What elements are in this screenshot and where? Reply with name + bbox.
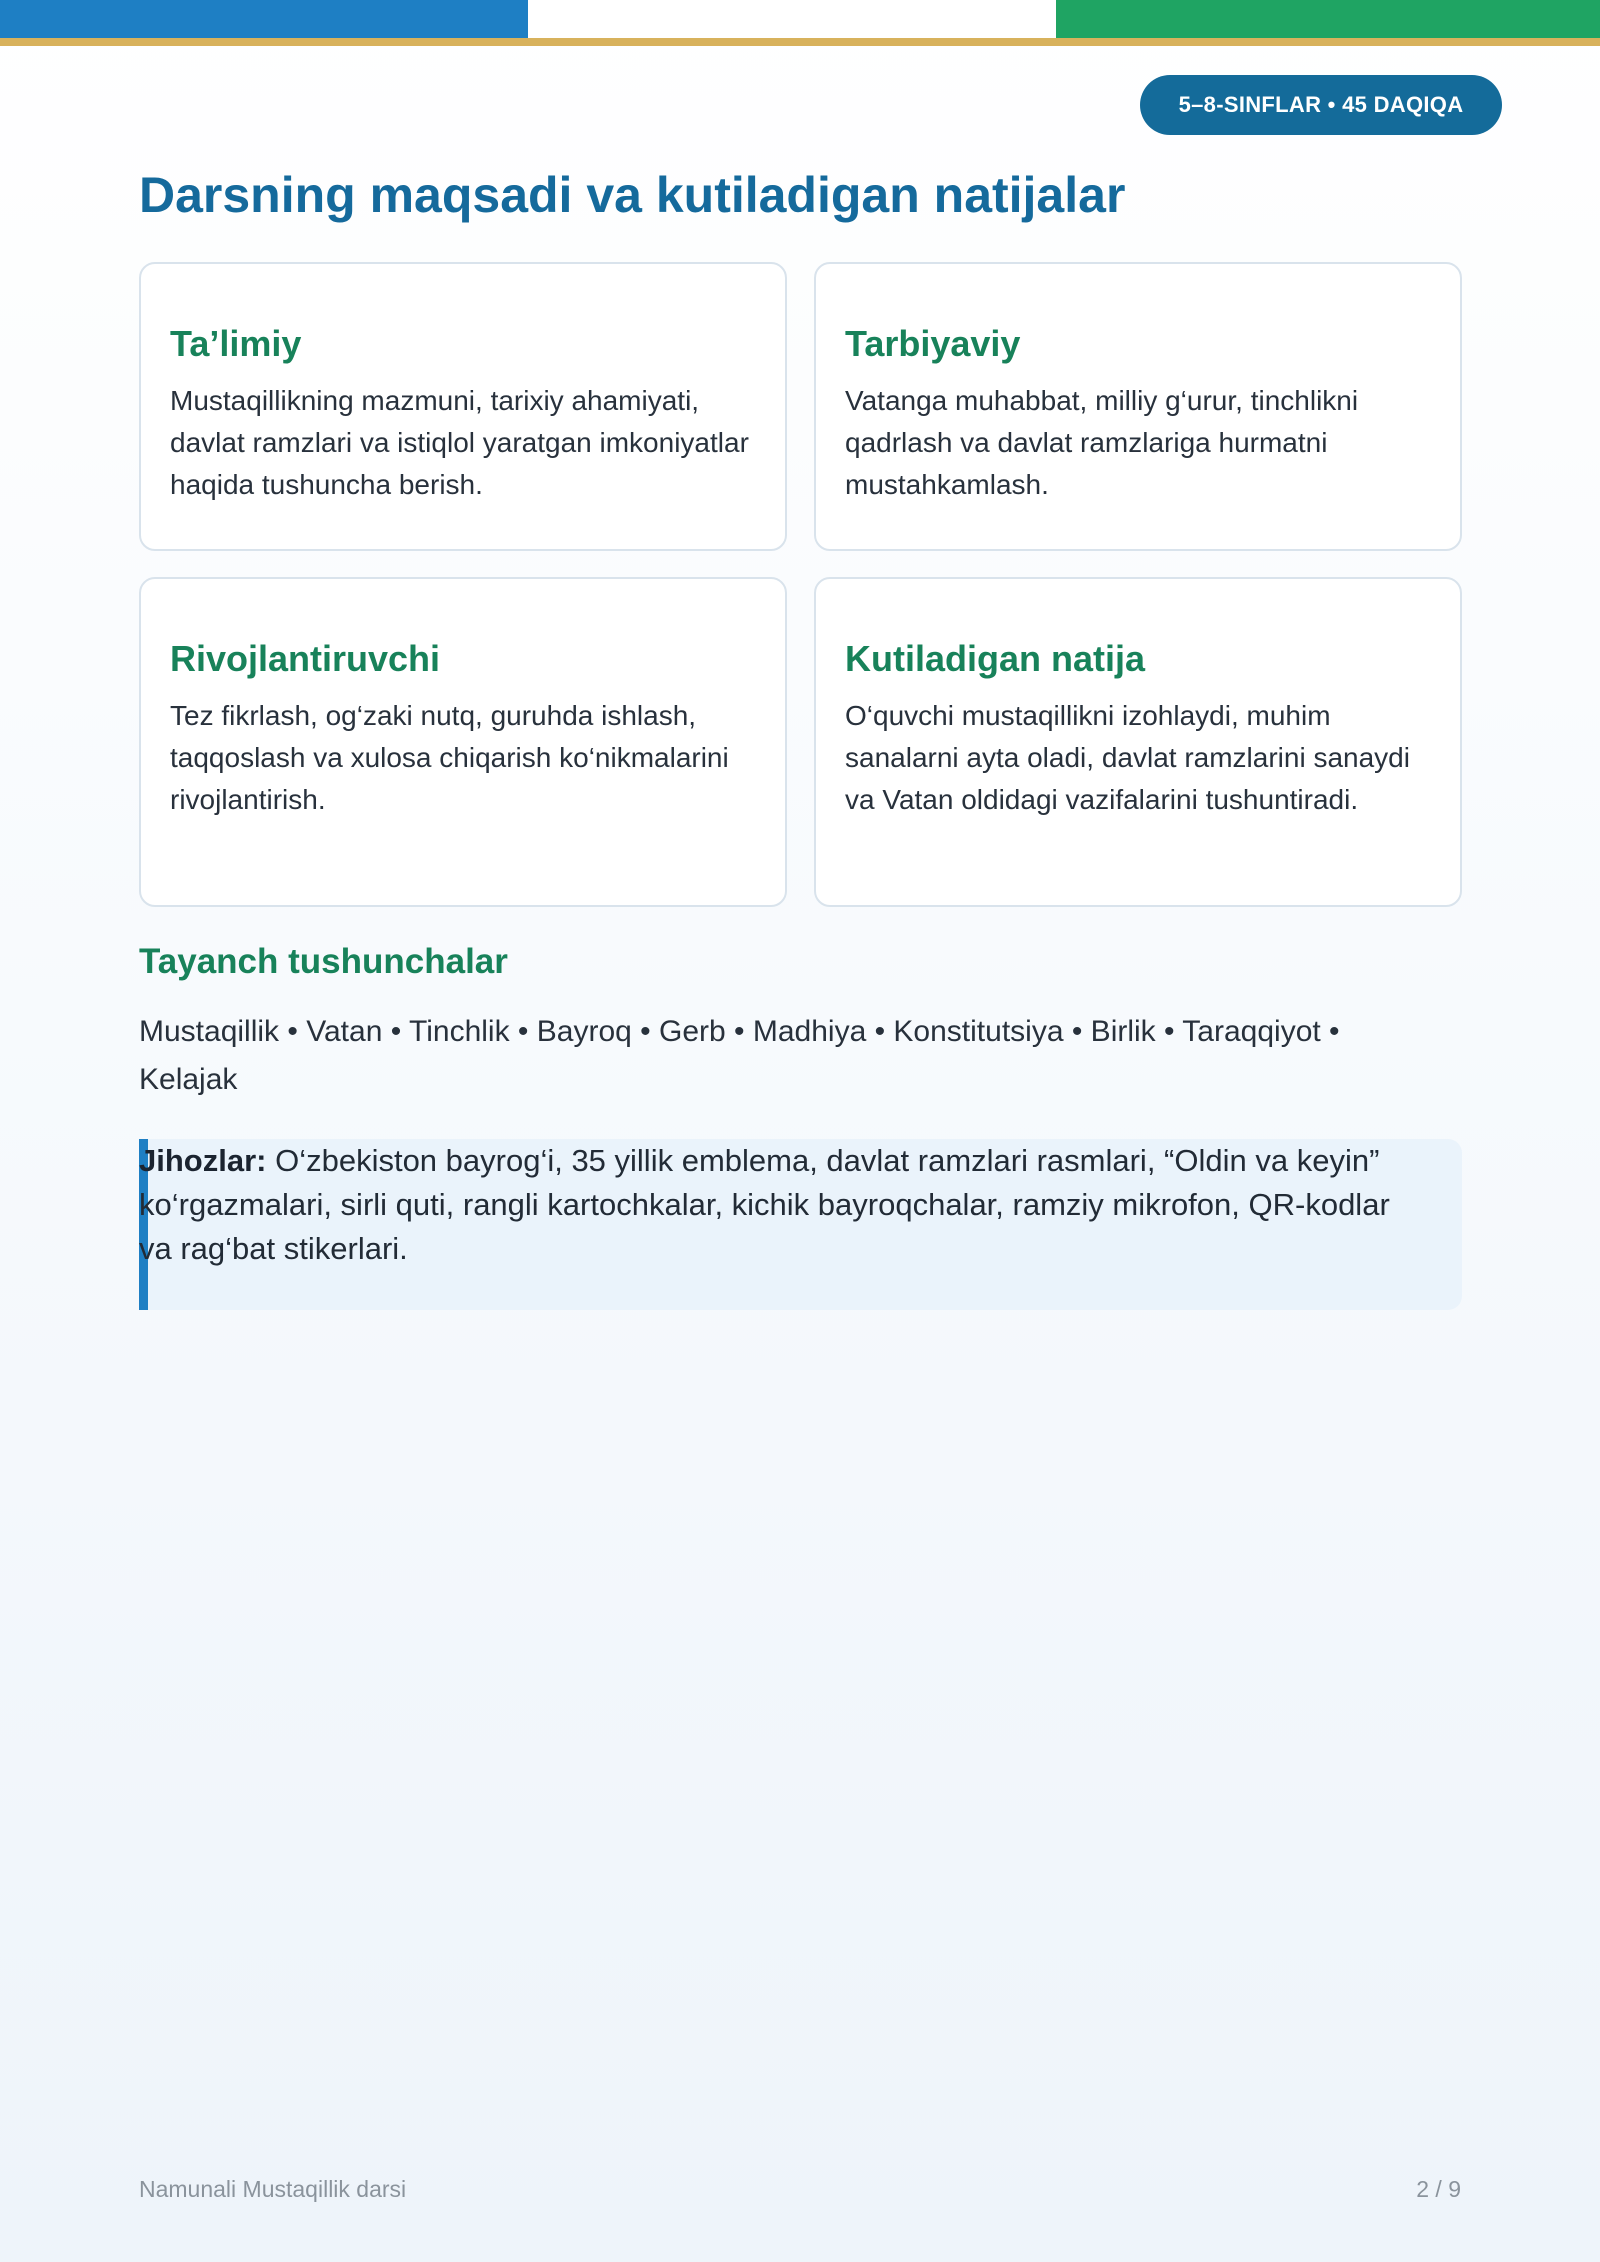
top-color-band: [0, 0, 1600, 48]
card-text: Tez fikrlash, og‘zaki nutq, guruhda ishlash, taqqoslash va xulosa chiqarish ko‘nikmalarini rivojlantirish.: [170, 700, 729, 815]
card-title: Rivojlantiruvchi: [170, 638, 441, 679]
footer-document-title: Namunali Mustaqillik darsi: [139, 2176, 407, 2202]
key-concepts-list: Mustaqillik • Vatan • Tinchlik • Bayroq • Gerb • Madhiya • Konstitutsiya • Birlik • Taraqqiyot • Kelajak: [139, 1015, 1340, 1096]
top-band-blue-segment: [0, 0, 528, 38]
key-concepts-heading: Tayanch tushunchalar: [139, 942, 508, 981]
top-band-green-segment: [1056, 0, 1600, 38]
objective-card-educational: [139, 262, 787, 551]
objective-card-upbringing: [814, 262, 1462, 551]
equipment-items: O‘zbekiston bayrog‘i, 35 yillik emblema, davlat ramzlari rasmlari, “Oldin va keyin” ko‘rgazmalari, sirli quti, rangli kartochkalar, kichik bayroqchalar, ramziy mikrofon, QR-kodlar va rag‘bat stikerlari.: [139, 1143, 1390, 1266]
equipment-label: Jihozlar:: [139, 1143, 267, 1178]
grade-duration-badge: 5–8-SINFLAR • 45 DAQIQA: [1140, 75, 1502, 135]
card-title: Kutiladigan natija: [845, 638, 1146, 679]
page-title: Darsning maqsadi va kutiladigan natijalar: [139, 167, 1126, 223]
equipment-text: [139, 1139, 1462, 1271]
card-text: Vatanga muhabbat, milliy g‘urur, tinchlikni qadrlash va davlat ramzlariga hurmatni mustahkamlash.: [845, 385, 1359, 500]
equipment-callout: [139, 1139, 1462, 1310]
page-number: 2 / 9: [1416, 2176, 1461, 2202]
objective-card-expected-result: [814, 577, 1462, 907]
card-title: Ta’limiy: [170, 323, 302, 364]
card-title: Tarbiyaviy: [845, 323, 1021, 364]
top-band-gold-line: [0, 38, 1600, 46]
card-text: Mustaqillikning mazmuni, tarixiy ahamiyati, davlat ramzlari va istiqlol yaratgan imkoniyatlar haqida tushuncha berish.: [170, 385, 749, 500]
card-text: O‘quvchi mustaqillikni izohlaydi, muhim sanalarni ayta oladi, davlat ramzlarini sanaydi va Vatan oldidagi vazifalarini tushuntiradi.: [845, 700, 1410, 815]
objective-card-developmental: [139, 577, 787, 907]
